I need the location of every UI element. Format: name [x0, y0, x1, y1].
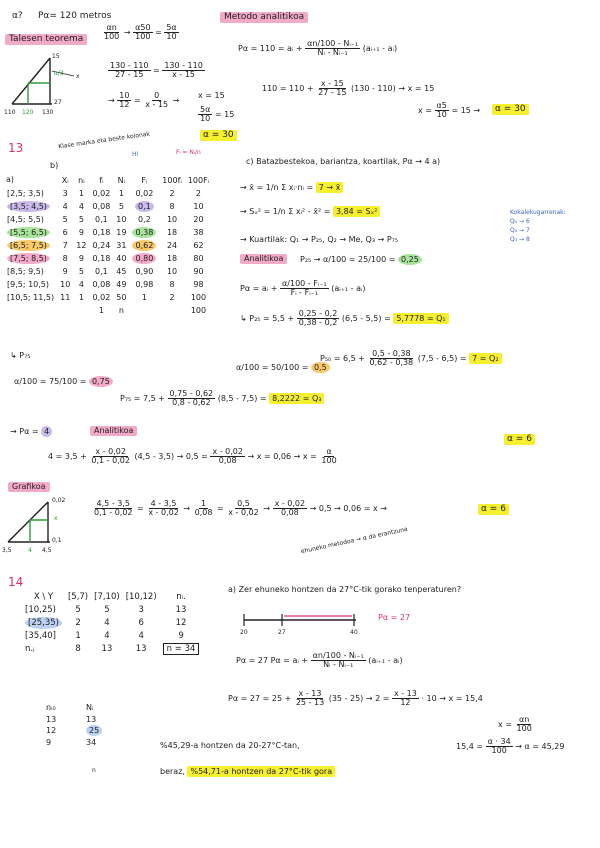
tri-base-0: 110 [4, 109, 16, 116]
px-given: Pα= 120 metros [38, 11, 112, 21]
formula-pa: Pα = 110 = aᵢ + $\frac{\text{αn/100 - Nᵢ₋₁}}{\text{Nᵢ - Nᵢ₋₁}}$ (aᵢ₊₁ - aᵢ) [238, 39, 398, 57]
pa-computation: 4 = 3,5 + $\frac{x - 0,02}{0,1 - 0,02}$ (4,5 - 3,5) → 0,5 = $\frac{x - 0,02}{0,08}$ → x = 0,06 → x = $\frac{\alpha}{100}$ [48, 447, 337, 465]
label-b: b) [50, 161, 59, 170]
table-row: [4,5; 5,5) 5 5 0,1 10 0,2 10 20 [7, 215, 204, 224]
table-row: n.ⱼ 8 13 13 n = 34 [22, 642, 202, 655]
bivariate-table-header: X \ Y [5,7) [7,10) [10,12) nᵢ. [33, 591, 186, 602]
exercise-13-note: Klase marka eta beste kolonak [57, 130, 151, 151]
table-row: [25,35) 2 4 6 12 [22, 616, 202, 629]
ratio-2: → $\frac{10}{12}$ = $\frac{0}{x - 15}$ → [108, 91, 180, 109]
pa-27-label: Pα = 27 [378, 613, 411, 622]
exercise-14-number: 14 [8, 575, 24, 589]
n-label: n [92, 767, 96, 774]
p50-alpha: α/100 = 50/100 = 0,5 [236, 364, 330, 372]
question-a: a) Zer ehuneko hontzen da 27°C-tik gorako tenperaturen? [228, 585, 462, 594]
axis-tick-40: 40 [350, 629, 358, 636]
variance-line: → Sₓ² = 1/n Σ xᵢ² - x̄² = 3,84 = Sₓ² [240, 208, 380, 216]
gtri-y0: 0,02 [52, 497, 66, 504]
p75-label: ↳ P₇₅ [10, 351, 31, 360]
gtri-b2: 4,5 [42, 547, 52, 554]
p25-alpha: P₂₅ → α/100 = 25/100 = 0,25 [300, 256, 422, 264]
analitikoa-heading-2: Analitikoa [90, 426, 137, 436]
gtri-b1: 4 [28, 547, 32, 554]
result-alpha-6-b: α = 6 [478, 504, 509, 515]
exercise-13-number: 13 [8, 141, 24, 155]
proportion-1: $\frac{\alpha n}{100}$ → $\frac{\alpha 50}{100}$ = $\frac{5\alpha}{10}$ [104, 23, 177, 41]
axis-tick-27: 27 [278, 629, 286, 636]
table-row: [7,5; 8,5) 8 9 0,18 40 0,80 18 80 [4, 252, 212, 265]
formula-substituted: 110 = 110 + $\frac{x - 15}{27 - 15}$ (130 - 110) → x = 15 [262, 79, 435, 97]
formula-x: x = $\frac{\alpha 5}{10}$ = 15 → [418, 101, 481, 119]
ehuneko-note: ehuneko metodoa → α da erantzuna [300, 525, 409, 556]
pa-27-computation: Pα = 27 = 25 + $\frac{x - 13}{25 - 13}$ (35 - 25) → 2 = $\frac{x - 13}{12}$ · 10 → x = 15,4 [228, 689, 483, 707]
tri-base-1: 120 [22, 109, 34, 116]
percentile-formula: Pα = aᵢ + $\frac{\text{α/100 - Fᵢ₋₁}}{\text{Fᵢ - Fᵢ₋₁}}$ (aᵢ₊₁ - aᵢ) [240, 279, 366, 297]
kokalekuak-note: Kokalekugarrenak: Q₁ → 6 Q₂ → 7 Q₃ → 8 [510, 209, 566, 243]
pa-equals-4: → Pα = 4 [10, 428, 52, 436]
part-c-heading: c) Batazbestekoa, bariantza, koartilak, Pα → 4 a) [246, 157, 441, 166]
alpha-solution: 15,4 = $\frac{\alpha \cdot 34}{100}$ → α = 45,29 [456, 737, 565, 755]
table-row: [2,5; 3,5) 3 1 0,02 1 0,02 2 2 [7, 189, 202, 198]
p25-computation: ↳ P₂₅ = 5,5 + $\frac{0,25 - 0,2}{0,38 - 0,2}$ (6,5 - 5,5) = 5,7778 = Q₁ [240, 310, 449, 327]
table-row: [10,25) 5 5 3 13 [25, 604, 187, 615]
tales-heading: Talesen teorema [5, 34, 87, 45]
table-row: [10,5; 11,5) 11 1 0,02 50 1 2 100 [7, 293, 207, 302]
table-row: [9,5; 10,5) 10 4 0,08 49 0,98 8 98 [7, 280, 204, 289]
table-totals: 1 n 100 [98, 306, 207, 315]
table-row: [6,5; 7,5) 7 12 0,24 31 0,62 24 62 [4, 239, 212, 252]
conclusion-2: beraz, %54,71-a hontzen da 27°C-tik gora [160, 768, 335, 776]
question-alpha: α? [12, 11, 23, 21]
table-row: [35,40] 1 4 4 9 [25, 630, 184, 641]
x-equals-15: x = 15 [198, 91, 225, 100]
frequency-table-header: Xᵢ nᵢ fᵢ Nᵢ Fᵢ 100fᵢ 100Fᵢ [61, 176, 210, 185]
analitikoa-heading-1: Analitikoa [240, 254, 287, 264]
x-alpha-formula: x = $\frac{\alpha n}{100}$ [498, 715, 532, 733]
tri-label-top: 15 [52, 53, 60, 60]
conclusion-1: %45,29-a hontzen da 20-27°C-tan, [160, 741, 300, 750]
fi-formula: Fᵢ = Nᵢ/n [176, 149, 201, 156]
axis-tick-20: 20 [240, 629, 248, 636]
alpha-solve: $\frac{5\alpha}{10}$ = 15 [200, 105, 235, 123]
quartiles-line: → Kuartilak: Q₁ → P₂₅, Q₂ → Me, Q₃ → P₇₅ [240, 235, 399, 244]
ratio-1: $\frac{130 - 110}{27 - 15}$ = $\frac{130 - 110}{x - 15}$ [110, 61, 203, 79]
table-row: [8,5; 9,5) 9 5 0,1 45 0,90 10 90 [7, 267, 204, 276]
gtri-b0: 3,5 [2, 547, 12, 554]
result-alpha-30-b: α = 30 [492, 104, 529, 115]
tri-label-alpha: α/3 [54, 70, 64, 77]
p75-computation: P₇₅ = 7,5 + $\frac{0,75 - 0,62}{0,8 - 0,62}$ (8,5 - 7,5) = 8,2222 = Q₃ [120, 390, 324, 407]
p50-computation: P₅₀ = 6,5 + $\frac{0,5 - 0,38}{0,62 - 0,38}$ (7,5 - 6,5) = 7 = Q₂ [320, 350, 502, 367]
Ni-column: Nᵢ 13 25 34 [86, 702, 102, 748]
grafikoa-heading: Grafikoa [8, 482, 50, 492]
result-alpha-30-a: α = 30 [200, 130, 237, 141]
percentile-formula-14: Pα = 27 Pα = aᵢ + $\frac{\text{αn/100 - Nᵢ₋₁}}{\text{Nᵢ - Nᵢ₋₁}}$ (aᵢ₊₁ - aᵢ) [236, 651, 403, 669]
hi-label: Hi [132, 151, 139, 158]
p75-alpha: α/100 = 75/100 = 0,75 [14, 378, 113, 386]
table-row: [5,5; 6,5) 6 9 0,18 19 0,38 18 38 [4, 226, 212, 239]
tri-label-bottom: 27 [54, 99, 62, 106]
grafikoa-computation: $\frac{4,5 - 3,5}{0,1 - 0,02}$ = $\frac{4 - 3,5}{x - 0,02}$ → $\frac{1}{0,08}$ = $\frac{0,5}{x - 0,02}$ → $\frac{x - 0,02}{0,08}$ → 0,5 → 0,06 = x → [94, 499, 387, 517]
table-row: [3,5; 4,5) 4 4 0,08 5 0,1 8 10 [4, 200, 212, 213]
metodo-analitikoa-heading: Metodo analitikoa [220, 12, 308, 23]
result-alpha-6-a: α = 6 [504, 434, 535, 445]
gtri-y1: 0,1 [52, 537, 62, 544]
tri-base-2: 130 [42, 109, 54, 116]
mean-line: → x̄ = 1/n Σ xᵢ·nᵢ = 7 → x̄ [240, 184, 343, 192]
ni0-column: nᵢ₀ 13 12 9 [46, 703, 57, 747]
label-a: a) [6, 175, 15, 184]
tri-label-x: x [76, 73, 80, 80]
gtri-x: x [54, 515, 58, 522]
